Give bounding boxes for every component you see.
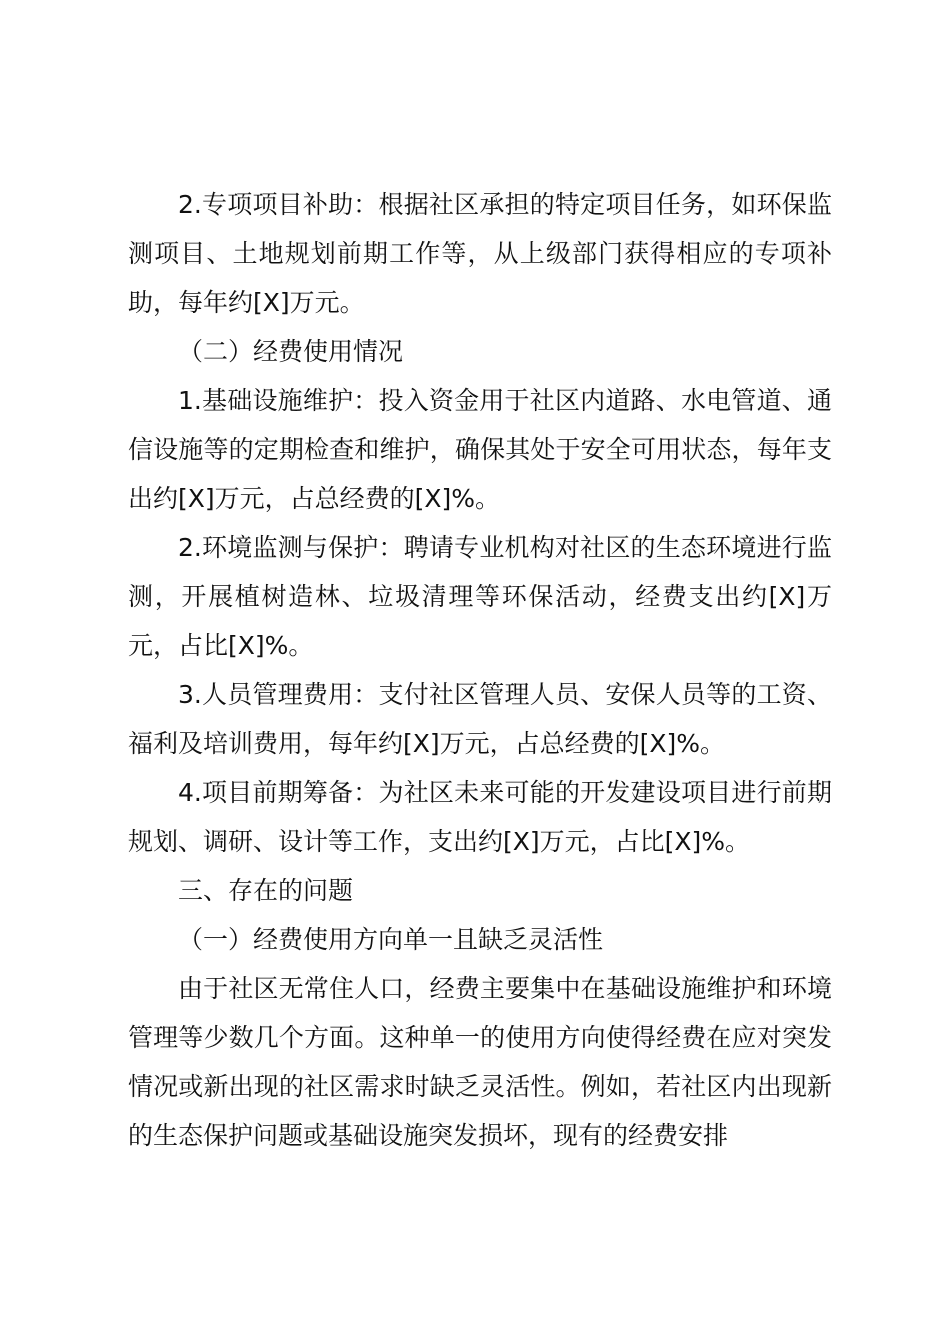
paragraph-project-preparation: 4.项目前期筹备：为社区未来可能的开发建设项目进行前期规划、调研、设计等工作，支出约[X]万元，占比[X]%。 bbox=[128, 778, 832, 856]
paragraph-environment-monitoring: 2.环境监测与保护：聘请专业机构对社区的生态环境进行监测，开展植树造林、垃圾清理等环保活动，经费支出约[X]万元，占比[X]%。 bbox=[128, 533, 832, 660]
paragraph-infrastructure-maintenance: 1.基础设施维护：投入资金用于社区内道路、水电管道、通信设施等的定期检查和维护，确保其处于安全可用状态，每年支出约[X]万元，占总经费的[X]%。 bbox=[128, 386, 832, 513]
document-body bbox=[128, 180, 832, 1160]
paragraph-special-subsidy: 2.专项项目补助：根据社区承担的特定项目任务，如环保监测项目、土地规划前期工作等，从上级部门获得相应的专项补助，每年约[X]万元。 bbox=[128, 190, 832, 317]
paragraph-problem-description: 由于社区无常住人口，经费主要集中在基础设施维护和环境管理等少数几个方面。这种单一的使用方向使得经费在应对突发情况或新出现的社区需求时缺乏灵活性。例如，若社区内出现新的生态保护问题或基础设施突发损坏，现有的经费安排 bbox=[128, 974, 832, 1150]
subsection-heading-single-direction: （一）经费使用方向单一且缺乏灵活性 bbox=[178, 925, 604, 954]
paragraph-personnel-costs: 3.人员管理费用：支付社区管理人员、安保人员等的工资、福利及培训费用，每年约[X]万元，占总经费的[X]%。 bbox=[128, 680, 832, 758]
section-heading-fund-usage: （二）经费使用情况 bbox=[178, 337, 404, 366]
section-heading-problems: 三、存在的问题 bbox=[178, 876, 354, 905]
